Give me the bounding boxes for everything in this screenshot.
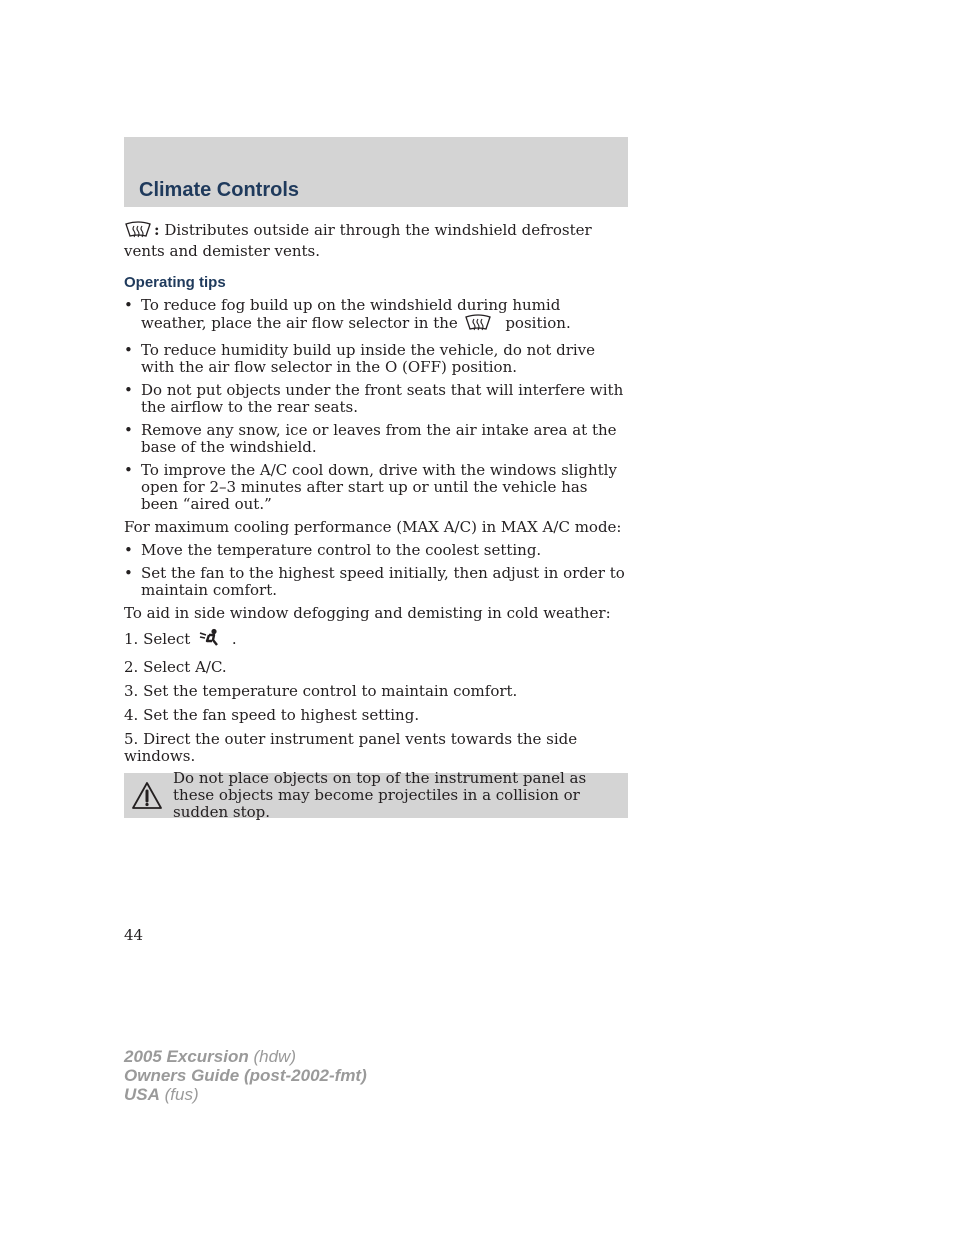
tip-text: To reduce fog build up on the windshield during humid weather, place the air flow selector in the bbox=[141, 296, 561, 332]
list-item bbox=[124, 297, 628, 336]
tip-text-after-icon: position. bbox=[505, 314, 571, 332]
step-text-after-icon: . bbox=[231, 630, 237, 648]
step-text: 2. Select A/C. bbox=[124, 658, 227, 676]
windshield-defrost-icon bbox=[463, 314, 493, 336]
tip-text: To improve the A/C cool down, drive with the windows slightly open for 2–3 minutes after start up or until the vehicle has been “aired out.” bbox=[141, 461, 617, 513]
step-text: 1. Select bbox=[124, 630, 191, 648]
max-ac-text: Move the temperature control to the coolest setting. bbox=[141, 541, 542, 559]
footer-guide: Owners Guide (post-2002-fmt) bbox=[124, 1066, 367, 1085]
bullet-symbol: • bbox=[124, 564, 133, 582]
list-item bbox=[124, 342, 628, 376]
windshield-defrost-icon bbox=[124, 221, 152, 243]
defog-steps bbox=[124, 628, 628, 765]
list-item bbox=[124, 659, 628, 676]
operating-tips-list bbox=[124, 297, 628, 513]
tip-text: To reduce humidity build up inside the vehicle, do not drive with the air flow selector in the O (OFF) position. bbox=[141, 341, 596, 376]
section-header-band bbox=[124, 137, 628, 207]
bullet-symbol: • bbox=[124, 381, 133, 399]
bullet-symbol: • bbox=[124, 461, 133, 479]
bullet-symbol: • bbox=[124, 296, 133, 314]
panel-vent-icon bbox=[199, 628, 221, 652]
section-title: Climate Controls bbox=[139, 179, 300, 201]
list-item bbox=[124, 628, 628, 652]
list-item bbox=[124, 731, 628, 765]
max-ac-list bbox=[124, 542, 628, 599]
step-text: 5. Direct the outer instrument panel vents towards the side windows. bbox=[124, 730, 578, 765]
list-item bbox=[124, 683, 628, 700]
list-item bbox=[124, 542, 628, 559]
document-footer bbox=[124, 1047, 367, 1104]
defog-intro: To aid in side window defogging and demisting in cold weather: bbox=[124, 604, 611, 622]
footer-line-2 bbox=[124, 1066, 367, 1085]
footer-market-code: (fus) bbox=[164, 1085, 199, 1104]
step-text: 3. Set the temperature control to maintain comfort. bbox=[124, 682, 518, 700]
defrost-description-text: Distributes outside air through the windshield defroster vents and demister vents. bbox=[124, 221, 592, 260]
warning-box bbox=[124, 769, 628, 821]
footer-model-code: (hdw) bbox=[253, 1047, 296, 1066]
page-content bbox=[124, 221, 628, 821]
warning-text: Do not place objects on top of the instrument panel as these objects may become projectiles in a collision or sudden stop. bbox=[173, 769, 587, 821]
list-item bbox=[124, 707, 628, 724]
footer-market: USA bbox=[124, 1085, 160, 1104]
tip-text: Remove any snow, ice or leaves from the air intake area at the base of the windshield. bbox=[141, 421, 617, 456]
list-item bbox=[124, 382, 628, 416]
bullet-symbol: • bbox=[124, 421, 133, 439]
footer-line-3 bbox=[124, 1085, 367, 1104]
step-text: 4. Set the fan speed to highest setting. bbox=[124, 706, 420, 724]
page-number: 44 bbox=[124, 926, 144, 944]
list-item bbox=[124, 565, 628, 599]
max-ac-text: Set the fan to the highest speed initially, then adjust in order to maintain comfort. bbox=[141, 564, 625, 599]
bullet-symbol: • bbox=[124, 341, 133, 359]
defrost-description bbox=[124, 221, 628, 260]
max-ac-intro: For maximum cooling performance (MAX A/C) in MAX A/C mode: bbox=[124, 518, 622, 536]
warning-triangle-icon bbox=[131, 781, 163, 814]
footer-model: 2005 Excursion bbox=[124, 1047, 249, 1066]
operating-tips-heading: Operating tips bbox=[124, 274, 226, 291]
bullet-symbol: • bbox=[124, 541, 133, 559]
list-item bbox=[124, 422, 628, 456]
icon-colon: : bbox=[154, 221, 160, 239]
tip-text: Do not put objects under the front seats that will interfere with the airflow to the rear seats. bbox=[141, 381, 624, 416]
list-item bbox=[124, 462, 628, 513]
footer-line-1 bbox=[124, 1047, 367, 1066]
